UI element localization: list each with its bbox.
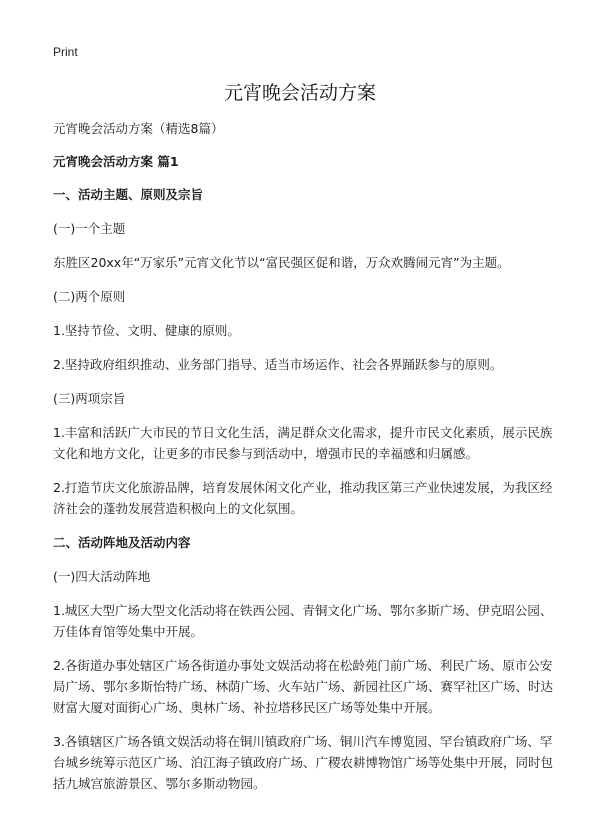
section-heading-1: 一、活动主题、原则及宗旨 [53,187,204,202]
paragraph-purpose-2: 2.打造节庆文化旅游品牌，培育发展休闲文化产业，推动我区第三产业快速发展，为我区经济社会的蓬勃发展营造积极向上的文化氛围。 [53,480,553,516]
page-title: 元宵晚会活动方案 [223,82,376,104]
paragraph-theme: 东胜区20xx年“万家乐”元宵文化节以“富民强区促和谐，万众欢腾闹元宵”为主题。 [53,255,510,270]
section-heading-2: 二、活动阵地及活动内容 [53,535,191,550]
print-link[interactable]: Print [53,45,78,59]
document-body [53,118,553,807]
paragraph-venue-1: 1.城区大型广场大型文化活动将在铁西公园、青铜文化广场、鄂尔多斯广场、伊克昭公园、万佳体育馆等处集中开展。 [53,603,553,639]
subsection-heading-theme: (一)一个主题 [53,221,126,236]
subsection-heading-venues: (一)四大活动阵地 [53,569,151,584]
paragraph-purpose-1: 1.丰富和活跃广大市民的节日文化生活，满足群众文化需求，提升市民文化素质，展示民族文化和地方文化，让更多的市民参与到活动中，增强市民的幸福感和归属感。 [53,425,553,461]
paragraph-venue-3: 3.各镇辖区广场各镇文娱活动将在铜川镇政府广场、铜川汽车博览园、罕台镇政府广场、罕台城乡统筹示范区广场、泊江海子镇政府广场、广稷农耕博物馆广场等处集中开展，同时包括九城宫旅游景区、鄂尔多斯动物园。 [53,734,554,791]
paragraph-principle-2: 2.坚持政府组织推动、业务部门指导、适当市场运作、社会各界踊跃参与的原则。 [53,357,503,372]
article-heading: 元宵晚会活动方案 篇1 [53,154,179,169]
document-subtitle: 元宵晚会活动方案（精选8篇） [53,121,224,136]
subsection-heading-principles: (二)两个原则 [53,289,126,304]
paragraph-venue-2: 2.各街道办事处辖区广场各街道办事处文娱活动将在松龄苑门前广场、利民广场、原市公安局广场、鄂尔多斯怡特广场、林荫广场、火车站广场、新园社区广场、赛罕社区广场、时达财富大厦对面街心广场、奥林广场、补拉塔移民区广场等处集中开展。 [53,658,554,715]
paragraph-principle-1: 1.坚持节俭、文明、健康的原则。 [53,323,240,338]
subsection-heading-purposes: (三)两项宗旨 [53,391,126,406]
